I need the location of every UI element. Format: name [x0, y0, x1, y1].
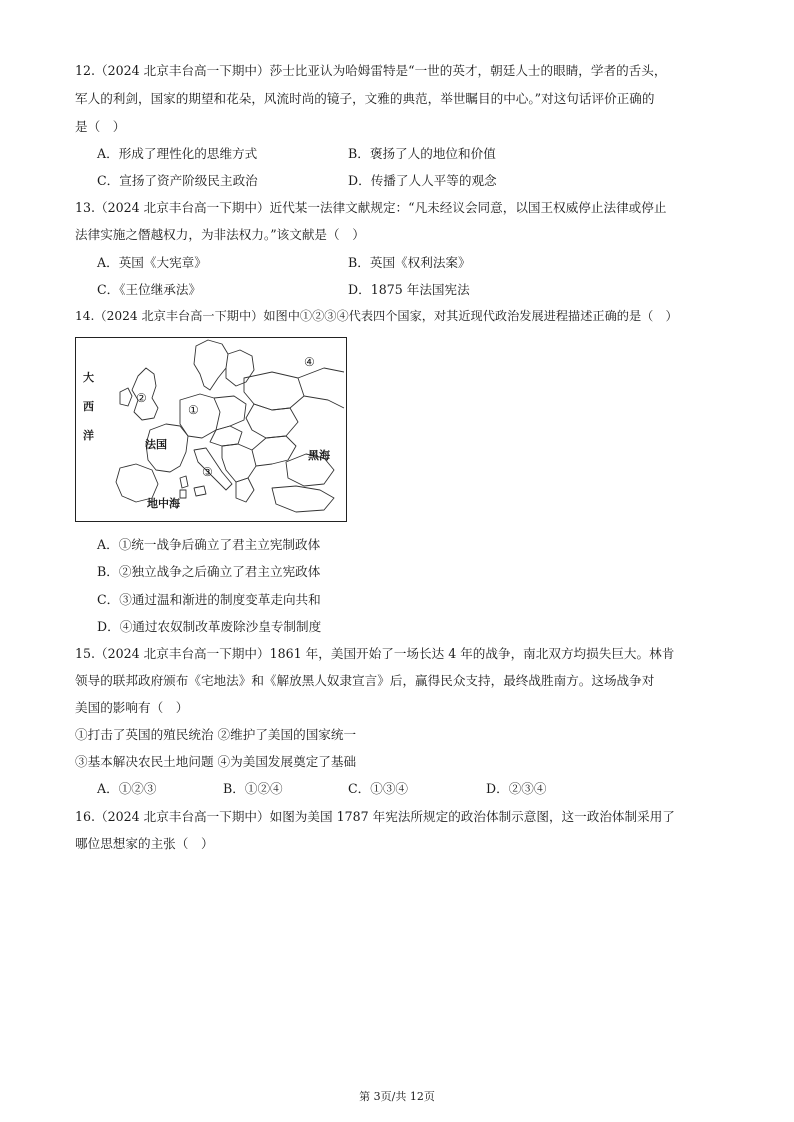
q12-stem-line-2: 军人的利剑，国家的期望和花朵，风流时尚的镜子，文雅的典范，举世瞩目的中心。”对这句话评价正确的	[75, 91, 655, 106]
q13-stem-line-2: 法律实施之僭越权力，为非法权力。”该文献是（ ）	[75, 227, 365, 242]
q15-statement-line-1: ①打击了英国的殖民统治 ②维护了美国的国家统一	[75, 727, 357, 742]
europe-map	[75, 337, 347, 522]
q15-stem-line-1: 15.（2024 北京丰台高一下期中）1861 年，美国开始了一场长达 4 年的战争，南北双方均损失巨大。林肯	[75, 646, 675, 661]
q12-option-b[interactable]: B．褒扬了人的地位和价值	[348, 146, 496, 161]
q12-stem-line-3: 是（ ）	[75, 119, 126, 134]
map-label-atlantic-1: 大	[83, 371, 94, 384]
q13-option-d[interactable]: D．1875 年法国宪法	[348, 282, 470, 297]
q15-option-a[interactable]: A．①②③	[97, 781, 157, 796]
q15-option-b[interactable]: B．①②④	[223, 781, 283, 796]
q15-stem-line-2: 领导的联邦政府颁布《宅地法》和《解放黑人奴隶宣言》后，赢得民众支持，最终战胜南方。这场战争对	[75, 673, 655, 688]
q14-option-d[interactable]: D．④通过农奴制改革废除沙皇专制制度	[97, 619, 322, 634]
q14-option-b[interactable]: B．②独立战争之后确立了君主立宪政体	[97, 564, 321, 579]
map-marker-1: ①	[188, 403, 199, 417]
map-label-france: 法国	[145, 438, 167, 451]
q15-statement-line-2: ③基本解决农民土地问题 ④为美国发展奠定了基础	[75, 754, 357, 769]
q13-stem-line-1: 13.（2024 北京丰台高一下期中）近代某一法律文献规定：“凡未经议会同意，以国王权威停止法律或停止	[75, 200, 667, 215]
q13-option-a[interactable]: A．英国《大宪章》	[97, 255, 207, 270]
map-marker-2: ②	[136, 391, 147, 405]
map-label-mediterranean: 地中海	[147, 497, 180, 510]
q14-option-a[interactable]: A．①统一战争后确立了君主立宪制政体	[97, 537, 321, 552]
q14-stem-line-1: 14.（2024 北京丰台高一下期中）如图中①②③④代表四个国家，对其近现代政治发展进程描述正确的是（ ）	[75, 309, 678, 323]
q14-option-c[interactable]: C．③通过温和渐进的制度变革走向共和	[97, 592, 321, 607]
q12-option-a[interactable]: A．形成了理性化的思维方式	[97, 146, 258, 161]
q15-stem-line-3: 美国的影响有（ ）	[75, 700, 189, 715]
map-label-atlantic-3: 洋	[83, 429, 94, 442]
q15-option-d[interactable]: D．②③④	[486, 781, 547, 796]
q16-stem-line-1: 16.（2024 北京丰台高一下期中）如图为美国 1787 年宪法所规定的政治体制示意图，这一政治体制采用了	[75, 809, 675, 824]
q16-stem-line-2: 哪位思想家的主张（ ）	[75, 836, 214, 851]
map-marker-4: ④	[304, 355, 315, 369]
page-footer: 第 3页/共 12页	[359, 1090, 435, 1103]
q13-option-c[interactable]: C．《王位继承法》	[97, 282, 202, 297]
q12-option-d[interactable]: D．传播了人人平等的观念	[348, 173, 497, 188]
q13-option-b[interactable]: B．英国《权利法案》	[348, 255, 471, 270]
map-marker-3: ③	[202, 465, 213, 479]
q12-option-c[interactable]: C．宣扬了资产阶级民主政治	[97, 173, 258, 188]
q12-stem-line-1: 12.（2024 北京丰台高一下期中）莎士比亚认为哈姆雷特是“一世的英才，朝廷人士的眼睛，学者的舌头，	[75, 63, 667, 78]
map-label-atlantic-2: 西	[83, 400, 94, 413]
q15-option-c[interactable]: C．①③④	[348, 781, 409, 796]
map-label-black-sea: 黑海	[308, 449, 330, 462]
